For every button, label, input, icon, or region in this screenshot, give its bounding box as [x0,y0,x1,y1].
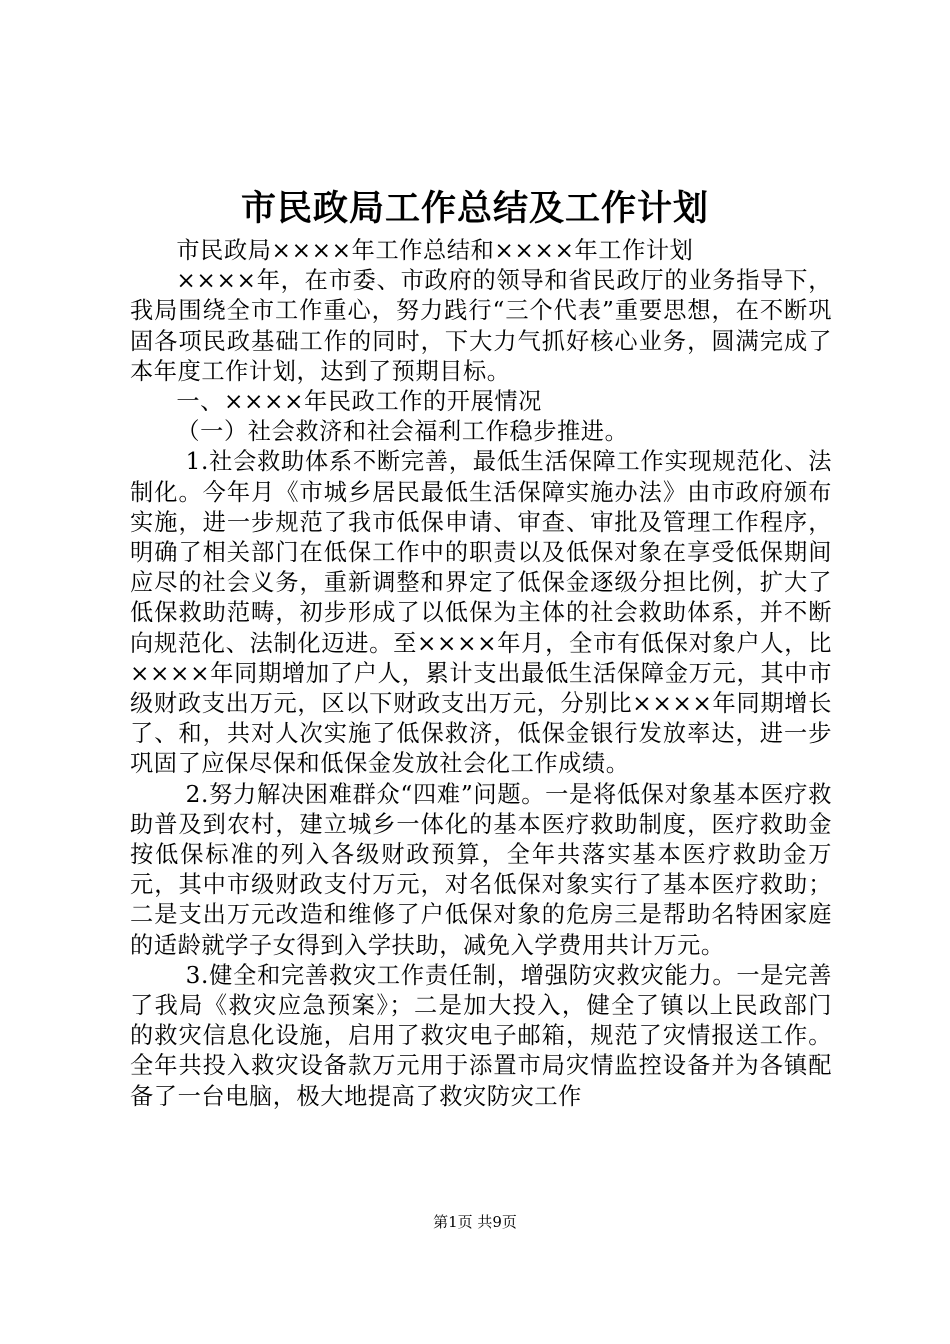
subsection-heading: （一）社会救济和社会福利工作稳步推进。 [176,418,629,446]
intro-paragraph: ××××年，在市委、市政府的领导和省民政厅的业务指导下，我局围绕全市工作重心，努力践行“三个代表”重要思想，在不断巩固各项民政基础工作的同时，下大力气抓好核心业务，圆满完成了本年度工作计划，达到了预期目标。 [130,267,832,385]
page-footer: 第1页 共9页 [433,1213,517,1231]
section-heading: 一、××××年民政工作的开展情况 [176,388,542,416]
document-title: 市民政局工作总结及工作计划 [240,188,709,229]
subtitle-paragraph: 市民政局××××年工作总结和××××年工作计划 [176,237,694,264]
body-paragraph: 3.健全和完善救灾工作责任制，增强防灾救灾能力。一是完善了我局《救灾应急预案》；二是加大投入，健全了镇以上民政部门的救灾信息化设施，启用了救灾电子邮箱，规范了灾情报送工作。全年共投入救灾设备款万元用于添置市局灾情监控设备并为各镇配备了一台电脑，极大地提高了救灾防灾工作 [130,961,832,1110]
body-paragraph: 1.社会救助体系不断完善，最低生活保障工作实现规范化、法制化。今年月《市城乡居民最低生活保障实施办法》由市政府颁布实施，进一步规范了我市低保申请、审查、审批及管理工作程序，明确了相关部门在低保工作中的职责以及低保对象在享受低保期间应尽的社会义务，重新调整和界定了低保金逐级分担比例，扩大了低保救助范畴，初步形成了以低保为主体的社会救助体系，并不断向规范化、法制化迈进。至××××年月，全市有低保对象户人，比××××年同期增加了户人，累计支出最低生活保障金万元，其中市级财政支出万元，区以下财政支出万元，分别比××××年同期增长了、和，共对人次实施了低保救济，低保金银行发放率达，进一步巩固了应保尽保和低保金发放社会化工作成绩。 [130,448,832,778]
document-body [130,236,832,1112]
body-paragraph: 2.努力解决困难群众“四难”问题。一是将低保对象基本医疗救助普及到农村，建立城乡一体化的基本医疗救助制度，医疗救助金按低保标准的列入各级财政预算，全年共落实基本医疗救助金万元，其中市级财政支付万元，对名低保对象实行了基本医疗救助；二是支出万元改造和维修了户低保对象的危房三是帮助名特困家庭的适龄就学子女得到入学扶助，减免入学费用共计万元。 [130,780,832,959]
